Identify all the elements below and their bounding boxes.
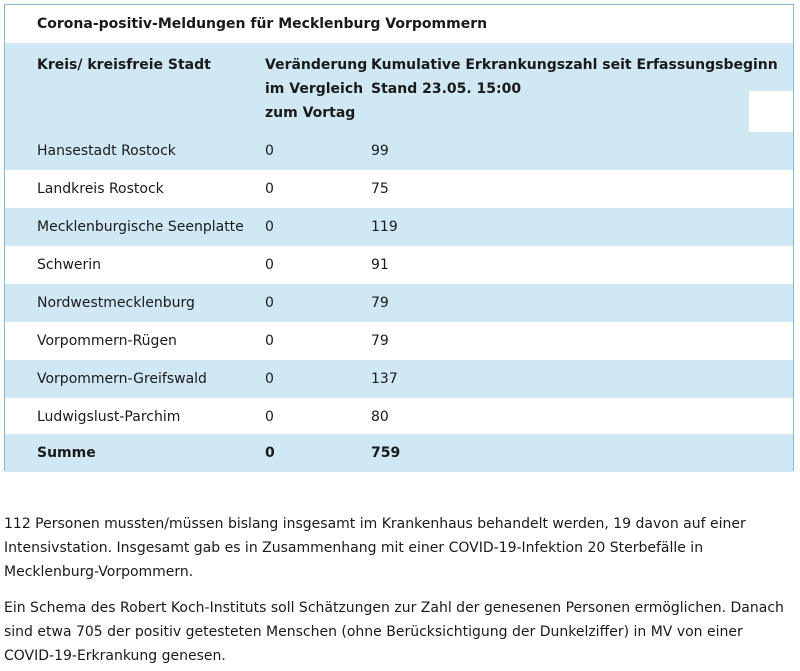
header-change-line: zum Vortag (265, 105, 356, 121)
district-name: Landkreis Rostock (37, 181, 164, 197)
table-row (5, 322, 793, 360)
sum-total: 759 (371, 445, 401, 461)
change-value: 0 (265, 333, 274, 349)
table-row (5, 246, 793, 284)
district-name: Hansestadt Rostock (37, 143, 176, 159)
header-gap (749, 91, 793, 135)
district-name: Ludwigslust-Parchim (37, 409, 181, 425)
header-change (265, 53, 367, 125)
cumulative-value: 137 (371, 371, 398, 387)
header-cumulative-line: Stand 23.05. 15:00 (371, 81, 522, 97)
cumulative-value: 91 (371, 257, 389, 273)
table-row (5, 132, 793, 170)
change-value: 0 (265, 143, 274, 159)
cumulative-value: 119 (371, 219, 398, 235)
table-header (5, 43, 793, 136)
table-row (5, 398, 793, 436)
header-district: Kreis/ kreisfreie Stadt (37, 57, 211, 73)
sum-label: Summe (37, 445, 96, 461)
change-value: 0 (265, 371, 274, 387)
cumulative-value: 79 (371, 333, 389, 349)
table-row (5, 360, 793, 398)
header-cumulative-line: Kumulative Erkrankungszahl seit Erfassungsbeginn (371, 57, 778, 73)
header-change-line: Veränderung (265, 57, 368, 73)
table-caption: Corona-positiv-Meldungen für Mecklenburg Vorpommern (5, 5, 793, 43)
cases-table (4, 4, 794, 471)
table-row (5, 284, 793, 322)
change-value: 0 (265, 409, 274, 425)
change-value: 0 (265, 257, 274, 273)
table-row (5, 208, 793, 246)
cumulative-value: 99 (371, 143, 389, 159)
district-name: Vorpommern-Greifswald (37, 371, 207, 387)
change-value: 0 (265, 219, 274, 235)
table-sum-row (5, 434, 793, 472)
district-name: Mecklenburgische Seenplatte (37, 219, 244, 235)
district-name: Vorpommern-Rügen (37, 333, 177, 349)
district-name: Schwerin (37, 257, 102, 273)
header-change-line: im Vergleich (265, 81, 364, 97)
hospital-paragraph: 112 Personen mussten/müssen bislang insgesamt im Krankenhaus behandelt werden, 19 davon auf einer Intensivstation. Insgesamt gab es in Zusammenhang mit einer COVID-19-Infektion 20 Sterbefälle in Mecklenburg-Vorpommern. (4, 516, 746, 580)
change-value: 0 (265, 181, 274, 197)
header-cumulative (371, 53, 778, 101)
district-name: Nordwestmecklenburg (37, 295, 195, 311)
change-value: 0 (265, 295, 274, 311)
cumulative-value: 79 (371, 295, 389, 311)
cumulative-value: 80 (371, 409, 389, 425)
cumulative-value: 75 (371, 181, 389, 197)
recovered-paragraph: Ein Schema des Robert Koch-Instituts soll Schätzungen zur Zahl der genesenen Personen ermöglichen. Danach sind etwa 705 der positiv getesteten Menschen (ohne Berücksichtigung der Dunkelziffer) in MV von einer COVID-19-Erkrankung genesen. (4, 600, 784, 664)
sum-change: 0 (265, 445, 275, 461)
table-row (5, 170, 793, 208)
